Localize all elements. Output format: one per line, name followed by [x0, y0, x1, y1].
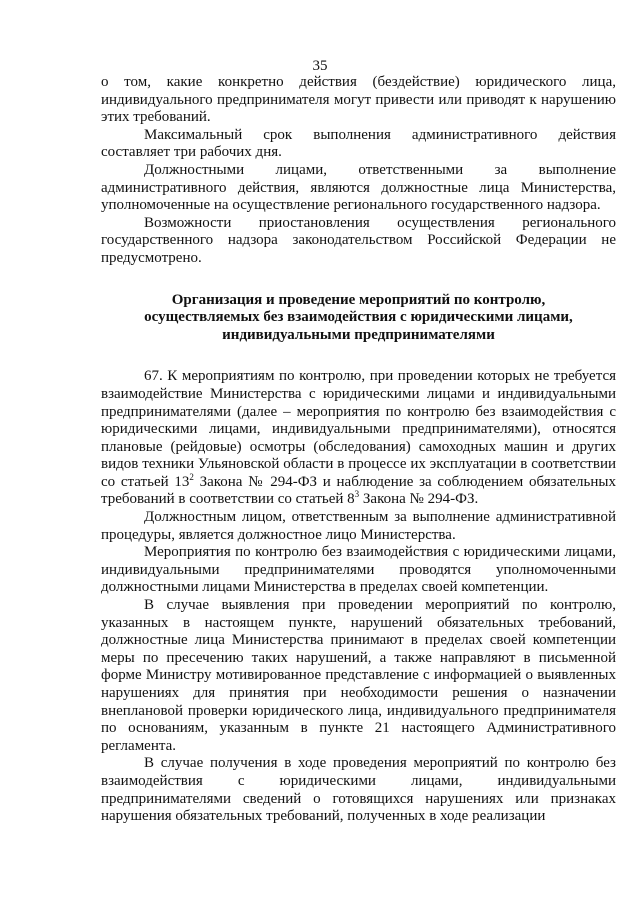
p67-text-after: Закона № 294-ФЗ.	[359, 491, 479, 508]
paragraph-violations-detected: В случае выявления при проведении мероприятий по контролю, указанных в настоящем пункте, нарушений обязательных требований, должностные лица Министерства принимают в пределах своей компетенции меры по пресечению таких нарушений, а также направляют в письменной форме Министру мотивированное представление с информацией о выявленных нарушениях для принятия при необходимости решения о назначении внеплановой проверки юридического лица, индивидуального предпринимателя по основаниям, указанным в пункте 21 настоящего Административного регламента.	[101, 597, 616, 754]
paragraph-67	[101, 368, 616, 509]
page-content	[101, 74, 616, 826]
p67-text-middle: Закона № 294-ФЗ и наблюдение за соблюдением обязательных требований в соответствии со статьей 8	[101, 473, 616, 508]
paragraph-responsible-officials: Должностными лицами, ответственными за выполнение административного действия, являются должностные лица Министерства, уполномоченные на осуществление регионального государственного надзора.	[101, 161, 616, 214]
paragraph-information-received: В случае получения в ходе проведения мероприятий по контролю без взаимодействия с юридическими лицами, индивидуальными предпринимателями сведений о готовящихся нарушениях или признаках нарушения обязательных требований, полученных в ходе реализации	[101, 755, 616, 825]
paragraph-suspension: Возможности приостановления осуществления регионального государственного надзора законодательством Российской Федерации не предусмотрено.	[101, 214, 616, 266]
paragraph-max-duration: Максимальный срок выполнения административного действия составляет три рабочих дня.	[101, 126, 616, 161]
p67-text-before: 67. К мероприятиям по контролю, при проведении которых не требуется взаимодействие Министерства с юридическими лицами и индивидуальными предпринимателями (далее – мероприятия по контролю без взаимодействия с юридическими лицами, индивидуальными предпринимателями), относятся плановые (рейдовые) осмотры (обследования) самоходных машин и других видов техники Ульяновской области в процессе их эксплуатации в соответствии со статьей 13	[101, 368, 616, 490]
paragraph-conducting-measures: Мероприятия по контролю без взаимодействия с юридическими лицами, индивидуальными предпринимателями проводятся уполномоченными должностными лицами Министерства в пределах своей компетенции.	[101, 544, 616, 596]
paragraph-continuation: о том, какие конкретно действия (бездействие) юридического лица, индивидуального предпринимателя могут привести или приводят к нарушению этих требований.	[101, 74, 616, 126]
page-number: 35	[312, 58, 328, 74]
paragraph-responsible-official: Должностным лицом, ответственным за выполнение административной процедуры, является должностное лицо Министерства.	[101, 509, 616, 543]
p67-superscript-2: 3	[354, 489, 360, 500]
p67-superscript-1: 2	[189, 471, 194, 482]
section-heading: Организация и проведение мероприятий по контролю, осуществляемых без взаимодействия с юридическими лицами, индивидуальными предпринимателями	[144, 291, 573, 343]
